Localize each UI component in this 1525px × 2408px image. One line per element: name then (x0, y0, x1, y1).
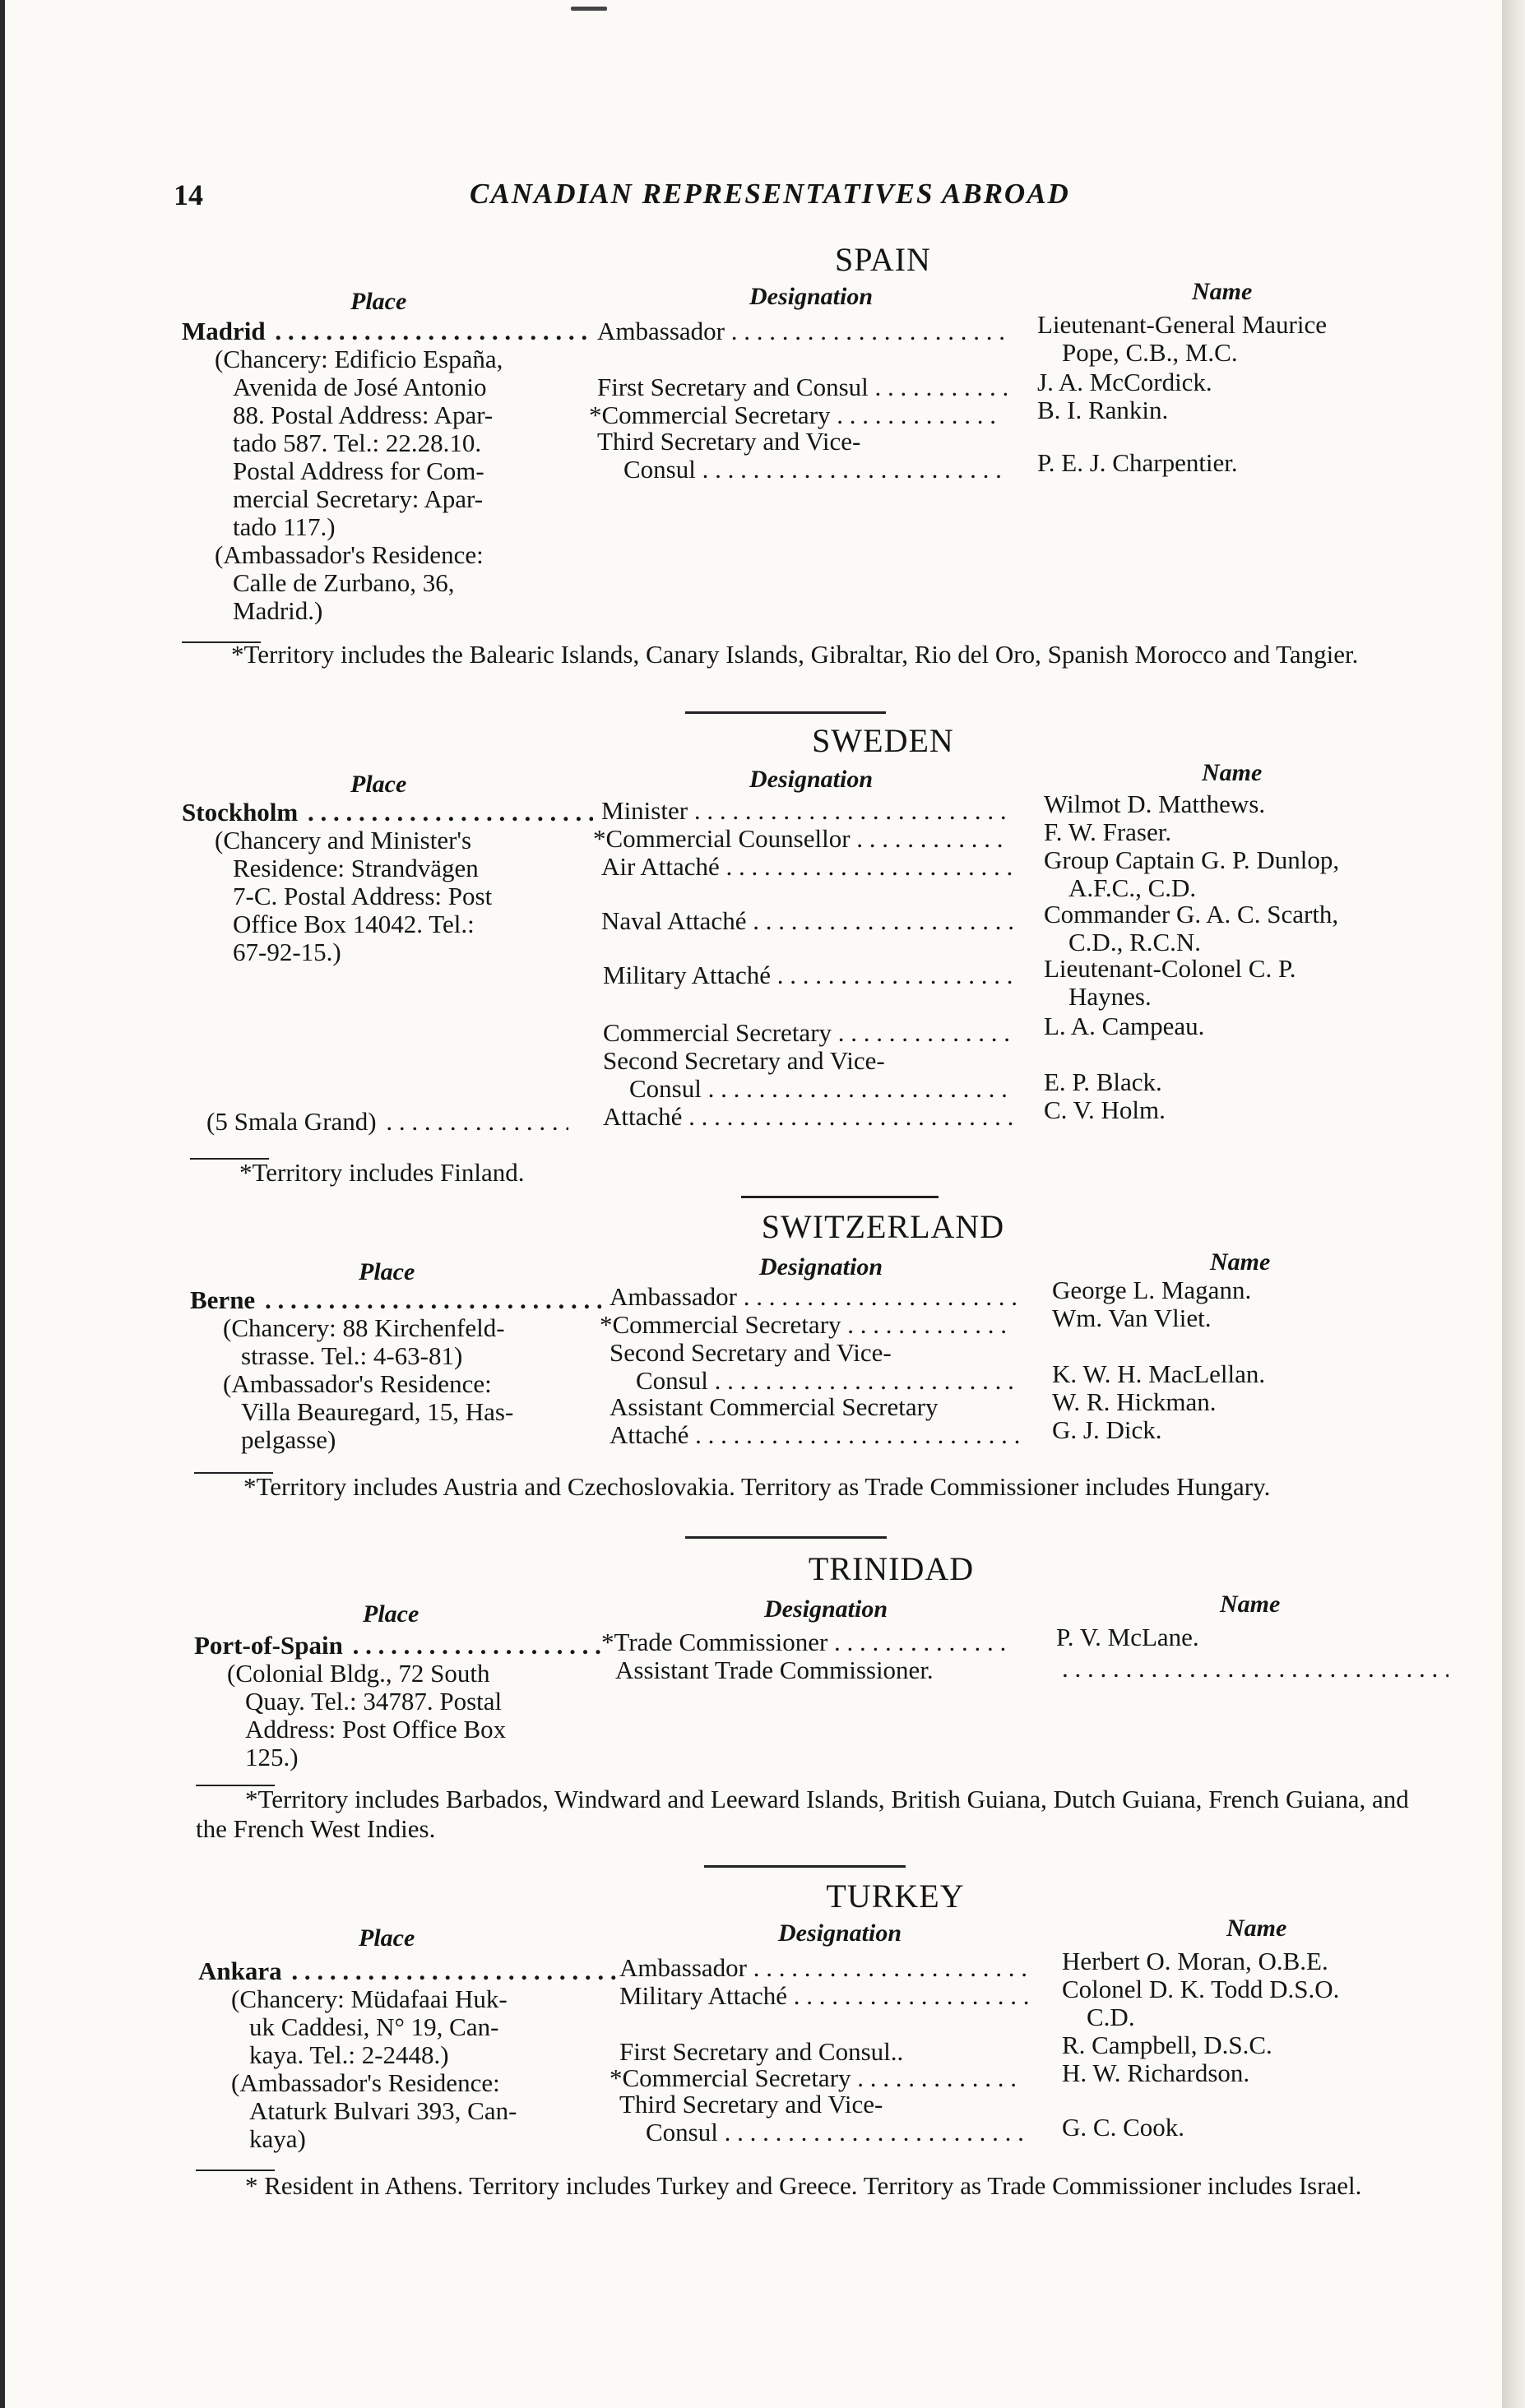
place-block (190, 1286, 601, 1454)
place-line: 67-92-15.) (233, 938, 341, 966)
column-header-place: Place (359, 1924, 415, 1952)
official-name: Commander G. A. C. Scarth, C.D., R.C.N. (1044, 900, 1339, 956)
official-name: G. J. Dick. (1052, 1415, 1162, 1444)
designation: Second Secretary and Vice- Consul . . . (603, 1047, 1014, 1103)
place-line: Quay. Tel.: 34787. Postal (245, 1687, 503, 1716)
page-number: 14 (174, 178, 203, 211)
official-name: G. C. Cook. (1062, 2113, 1184, 2142)
place-main: Berne . . . (190, 1286, 601, 1314)
official-name: Wm. Van Vliet. (1052, 1304, 1212, 1332)
official-name: J. A. McCordick. (1037, 368, 1212, 396)
place-line: (Chancery: 88 Kirchenfeld- (223, 1313, 505, 1342)
place-line: 125.) (245, 1743, 299, 1771)
official-name: H. W. Richardson. (1062, 2058, 1250, 2087)
place-line: 7-C. Postal Address: Post (233, 882, 493, 910)
print-mark (571, 7, 607, 11)
place-extra (206, 1108, 568, 1136)
place-line: Calle de Zurbano, 36, (233, 568, 455, 597)
official-name: George L. Magann. (1052, 1276, 1252, 1304)
vacant-name (1062, 1655, 1449, 1683)
official-name: K. W. H. MacLellan. (1052, 1359, 1266, 1388)
place-line: Avenida de José Antonio (233, 373, 487, 401)
section-sweden (174, 721, 1444, 1165)
designation: *Commercial Secretary . . . (589, 401, 1000, 429)
official-name: Herbert O. Moran, O.B.E. (1062, 1947, 1328, 1975)
place-main: Stockholm . . . (182, 799, 593, 827)
place-line: (Chancery and Minister's (215, 826, 472, 854)
designation: Naval Attaché . . . (601, 907, 1013, 935)
place-block (182, 317, 593, 625)
designation: *Commercial Secretary . . . (610, 2064, 1021, 2092)
column-header-place: Place (350, 771, 407, 798)
country-heading: SWITZERLAND (761, 1208, 1005, 1245)
designation: First Secretary and Consul.. (619, 2038, 904, 2066)
column-header-place: Place (363, 1600, 419, 1628)
place-line: (Ambassador's Residence: (231, 2068, 500, 2097)
designation: Ambassador . . . (597, 317, 1008, 345)
designation: Minister . . . (601, 797, 1013, 825)
footnote: *Territory includes Finland. (239, 1158, 525, 1187)
designation: *Commercial Secretary . . . (600, 1311, 1011, 1339)
place-line: Ataturk Bulvari 393, Can- (249, 2096, 517, 2125)
official-name: C. V. Holm. (1044, 1095, 1166, 1124)
country-heading: SPAIN (835, 241, 931, 278)
place-line: tado 587. Tel.: 22.28.10. (233, 428, 482, 457)
place-main: Ankara . . . (198, 1957, 618, 1985)
official-name: L. A. Campeau. (1044, 1012, 1205, 1040)
column-header-designation: Designation (778, 1919, 902, 1947)
column-header-name: Name (1226, 1915, 1287, 1942)
place-line: (Chancery: Edificio España, (215, 345, 503, 373)
place-extra-line: (5 Smala Grand) . . . (206, 1108, 568, 1136)
designation: *Trade Commissioner . . . (601, 1628, 1013, 1656)
designation: Military Attaché . . . (603, 961, 1014, 989)
designation: Ambassador . . . (610, 1283, 1021, 1311)
place-line: Villa Beauregard, 15, Has- (241, 1397, 514, 1426)
place-block (182, 799, 593, 966)
section-rule (741, 1196, 939, 1198)
section-rule (704, 1865, 906, 1868)
column-header-name: Name (1220, 1591, 1281, 1618)
column-header-designation: Designation (759, 1253, 883, 1280)
official-name: Wilmot D. Matthews. (1044, 790, 1266, 818)
column-header-name: Name (1192, 278, 1253, 305)
official-name: R. Campbell, D.S.C. (1062, 2031, 1272, 2059)
place-line: pelgasse) (241, 1425, 336, 1454)
official-name: P. V. McLane. (1056, 1623, 1199, 1651)
page-edge (1502, 0, 1525, 2408)
place-line: mercial Secretary: Apar- (233, 484, 484, 513)
column-header-name: Name (1202, 759, 1263, 786)
place-line: (Colonial Bldg., 72 South (227, 1659, 490, 1688)
running-title: CANADIAN REPRESENTATIVES ABROAD (470, 178, 1070, 210)
place-line: 88. Postal Address: Apar- (233, 401, 494, 429)
section-rule (685, 711, 886, 714)
place-main: Madrid . . . (182, 317, 593, 345)
place-line: kaya) (249, 2124, 306, 2153)
designation: Ambassador . . . (619, 1954, 1031, 1982)
footnote: * Resident in Athens. Territory includes Turkey and Greece. Territory as Trade Commissioner includes Israel. (245, 2171, 1362, 2200)
designation: Assistant Commercial Secretary (610, 1393, 939, 1421)
place-line: Postal Address for Com- (233, 456, 484, 485)
country-heading: TRINIDAD (808, 1550, 975, 1587)
country-heading: TURKEY (826, 1878, 965, 1915)
place-details (182, 345, 593, 625)
official-name: P. E. J. Charpentier. (1037, 448, 1238, 477)
official-name: W. R. Hickman. (1052, 1387, 1217, 1416)
place-line: Address: Post Office Box (245, 1715, 507, 1743)
column-header-designation: Designation (749, 283, 874, 310)
designation: Second Secretary and Vice- Consul . . . (610, 1339, 1021, 1395)
place-details (194, 1660, 605, 1771)
place-line: Residence: Strandvägen (233, 854, 479, 882)
column-header-place: Place (350, 288, 407, 315)
place-line: kaya. Tel.: 2-2448.) (249, 2040, 449, 2069)
designation: Attaché . . . (603, 1103, 1014, 1131)
official-name: B. I. Rankin. (1037, 396, 1169, 424)
designation: Air Attaché . . . (601, 853, 1013, 881)
official-name: Lieutenant-General Maurice Pope, C.B., M.C. (1037, 310, 1328, 367)
column-header-designation: Designation (749, 766, 874, 793)
place-block (194, 1632, 605, 1771)
official-name: Group Captain G. P. Dunlop, A.F.C., C.D. (1044, 845, 1340, 902)
designation: Third Secretary and Vice- Consul . . . (597, 428, 1008, 484)
place-line: uk Caddesi, N° 19, Can- (249, 2012, 499, 2041)
place-details (182, 827, 593, 966)
designation: Commercial Secretary . . . (603, 1019, 1014, 1047)
section-switzerland (174, 1207, 1444, 1487)
designation: Assistant Trade Commissioner. (615, 1656, 934, 1684)
designation: *Commercial Counsellor . . . (593, 825, 1004, 853)
footnote: *Territory includes Austria and Czechoslovakia. Territory as Trade Commissioner includes Hungary. (243, 1472, 1271, 1501)
place-main: Port-of-Spain . . . (194, 1632, 605, 1660)
official-name: E. P. Black. (1044, 1067, 1162, 1096)
column-header-place: Place (359, 1258, 415, 1285)
place-block (198, 1957, 618, 2153)
place-line: (Ambassador's Residence: (223, 1369, 492, 1398)
footnote: *Territory includes Barbados, Windward and Leeward Islands, British Guiana, Dutch Guiana, French Guiana, and the French West Indies. (196, 1785, 1409, 1843)
official-name: Colonel D. K. Todd D.S.O. C.D. (1062, 1975, 1340, 2031)
place-line: strasse. Tel.: 4-63-81) (241, 1341, 463, 1370)
place-line: Madrid.) (233, 596, 323, 625)
place-line: Office Box 14042. Tel.: (233, 910, 475, 938)
section-rule (685, 1536, 887, 1539)
place-details (198, 1985, 618, 2153)
footnote: *Territory includes the Balearic Islands, Canary Islands, Gibraltar, Rio del Oro, Spanish Morocco and Tangier. (231, 640, 1359, 669)
designation: Military Attaché . . . (619, 1982, 1031, 2010)
designation: Third Secretary and Vice- Consul . . . (619, 2091, 1031, 2146)
designation: Attaché . . . (610, 1421, 1021, 1449)
section-spain (174, 240, 1444, 684)
place-line: tado 117.) (233, 512, 336, 541)
place-line: (Chancery: Müdafaai Huk- (231, 1984, 508, 2013)
designation: First Secretary and Consul . . . (597, 373, 1008, 401)
section-trinidad (174, 1549, 1444, 1796)
column-header-designation: Designation (764, 1595, 888, 1623)
country-heading: SWEDEN (812, 722, 954, 759)
official-name: Lieutenant-Colonel C. P. Haynes. (1044, 954, 1296, 1011)
page-header (174, 178, 1449, 219)
column-header-name: Name (1210, 1248, 1271, 1276)
place-details (190, 1314, 601, 1454)
official-name: F. W. Fraser. (1044, 817, 1172, 846)
place-line: (Ambassador's Residence: (215, 540, 484, 569)
